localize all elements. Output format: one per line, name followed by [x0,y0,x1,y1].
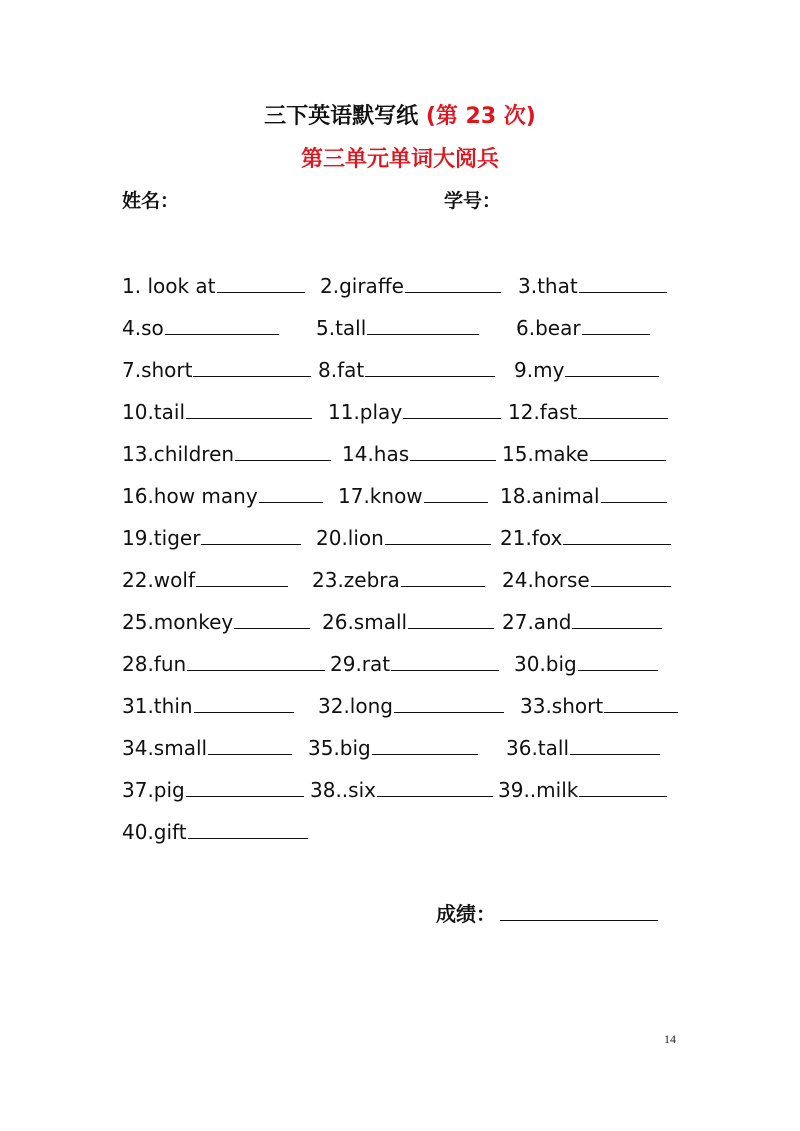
vocab-item [514,354,659,386]
answer-blank[interactable] [578,648,658,671]
vocab-word: 17.know [338,484,423,508]
answer-blank[interactable] [186,774,304,797]
vocab-word: 29.rat [330,652,391,676]
vocab-row [122,396,682,438]
vocab-item [122,480,323,512]
vocab-word: 38..six [310,778,376,802]
vocabulary-list [122,270,682,858]
answer-blank[interactable] [367,312,479,335]
vocab-row [122,564,682,606]
answer-blank[interactable] [208,732,292,755]
answer-blank[interactable] [579,774,667,797]
vocab-row [122,774,682,816]
vocab-word: 37.pig [122,778,185,802]
vocab-row [122,354,682,396]
answer-blank[interactable] [377,774,493,797]
answer-blank[interactable] [401,564,485,587]
answer-blank[interactable] [579,270,667,293]
vocab-word: 33.short [520,694,604,718]
vocab-item [502,564,671,596]
vocab-item [498,774,667,806]
answer-blank[interactable] [590,438,666,461]
student-number-label: 学号： [444,190,502,212]
vocab-item [500,522,671,554]
vocab-item [122,732,292,764]
answer-blank[interactable] [403,396,501,419]
vocab-item [342,438,496,470]
title-session: (第 23 次) [425,104,536,129]
vocab-word: 20.lion [316,526,384,550]
answer-blank[interactable] [601,480,667,503]
vocab-item [502,606,662,638]
vocab-item [308,732,478,764]
vocab-item [316,522,491,554]
answer-blank[interactable] [196,564,288,587]
answer-blank[interactable] [187,648,325,671]
vocab-word: 21.fox [500,526,563,550]
answer-blank[interactable] [385,522,491,545]
vocab-word: 36.tall [506,736,570,760]
vocab-word: 23.zebra [312,568,400,592]
vocab-word: 32.long [318,694,393,718]
answer-blank[interactable] [565,354,659,377]
score-field [436,898,658,930]
vocab-word: 39..milk [498,778,579,802]
vocab-item [310,774,493,806]
vocab-word: 7.short [122,358,193,382]
vocab-item [318,690,504,722]
score-label: 成绩： [436,902,496,926]
answer-blank[interactable] [259,480,323,503]
answer-blank[interactable] [563,522,671,545]
answer-blank[interactable] [194,690,294,713]
vocab-item [320,270,501,302]
vocab-word: 19.tiger [122,526,201,550]
answer-blank[interactable] [186,396,312,419]
vocab-word: 5.tall [316,316,367,340]
vocab-item [318,354,495,386]
vocab-row [122,480,682,522]
answer-blank[interactable] [410,438,496,461]
answer-blank[interactable] [405,270,501,293]
vocab-item [122,522,301,554]
vocab-word: 24.horse [502,568,590,592]
vocab-word: 22.wolf [122,568,195,592]
answer-blank[interactable] [234,606,310,629]
name-label: 姓名： [122,190,180,212]
answer-blank[interactable] [217,270,305,293]
vocab-item [122,396,312,428]
vocab-word: 26.small [322,610,408,634]
vocab-item [518,270,667,302]
vocab-item [328,396,501,428]
answer-blank[interactable] [604,690,678,713]
vocab-item [506,732,660,764]
vocab-item [122,648,325,680]
answer-blank[interactable] [372,732,478,755]
vocab-item [312,564,485,596]
vocab-word: 12.fast [508,400,578,424]
answer-blank[interactable] [408,606,494,629]
answer-blank[interactable] [578,396,668,419]
answer-blank[interactable] [394,690,504,713]
vocab-word: 11.play [328,400,403,424]
vocab-row [122,690,682,732]
vocab-word: 6.bear [516,316,581,340]
vocab-row [122,648,682,690]
vocab-word: 16.how many [122,484,258,508]
vocab-word: 8.fat [318,358,365,382]
answer-blank[interactable] [188,816,308,839]
vocab-word: 15.make [502,442,589,466]
vocab-word: 1. look at [122,274,216,298]
vocab-item [122,564,288,596]
answer-blank[interactable] [582,312,650,335]
vocab-item [508,396,668,428]
vocab-row [122,522,682,564]
vocab-word: 35.big [308,736,371,760]
answer-blank[interactable] [570,732,660,755]
vocab-item [122,312,279,344]
vocab-word: 4.so [122,316,164,340]
vocab-item [122,816,308,848]
vocab-word: 3.that [518,274,578,298]
worksheet-subtitle: 第三单元单词大阅兵 [300,147,499,172]
vocab-row [122,312,682,354]
vocab-word: 27.and [502,610,572,634]
vocab-word: 14.has [342,442,410,466]
answer-blank[interactable] [165,312,279,335]
vocab-item [122,606,310,638]
vocab-item [122,354,311,386]
page-number: 14 [664,1032,676,1046]
vocab-item [322,606,494,638]
vocab-word: 34.small [122,736,208,760]
vocab-row [122,438,682,480]
vocab-word: 30.big [514,652,577,676]
vocab-item [122,690,294,722]
vocab-item [502,438,666,470]
answer-blank[interactable] [201,522,301,545]
vocab-word: 9.my [514,358,565,382]
vocab-row [122,816,682,858]
answer-blank[interactable] [591,564,671,587]
vocab-item [122,438,331,470]
answer-blank[interactable] [193,354,311,377]
vocab-item [500,480,667,512]
vocab-item [122,774,304,806]
vocab-word: 2.giraffe [320,274,404,298]
answer-blank[interactable] [572,606,662,629]
score-blank[interactable] [500,898,658,921]
vocab-word: 25.monkey [122,610,234,634]
vocab-word: 13.children [122,442,235,466]
vocab-word: 31.thin [122,694,193,718]
vocab-word: 40.gift [122,820,187,844]
vocab-row [122,270,682,312]
vocab-item [330,648,499,680]
answer-blank[interactable] [424,480,488,503]
vocab-word: 28.fun [122,652,187,676]
vocab-row [122,732,682,774]
answer-blank[interactable] [391,648,499,671]
answer-blank[interactable] [365,354,495,377]
vocab-word: 18.animal [500,484,600,508]
vocab-word: 10.tail [122,400,186,424]
vocab-item [122,270,305,302]
vocab-item [338,480,488,512]
title-main: 三下英语默写纸 [264,104,426,129]
vocab-item [316,312,479,344]
worksheet-title [0,100,800,134]
vocab-item [514,648,658,680]
vocab-item [520,690,678,722]
vocab-item [516,312,650,344]
answer-blank[interactable] [235,438,331,461]
vocab-row [122,606,682,648]
